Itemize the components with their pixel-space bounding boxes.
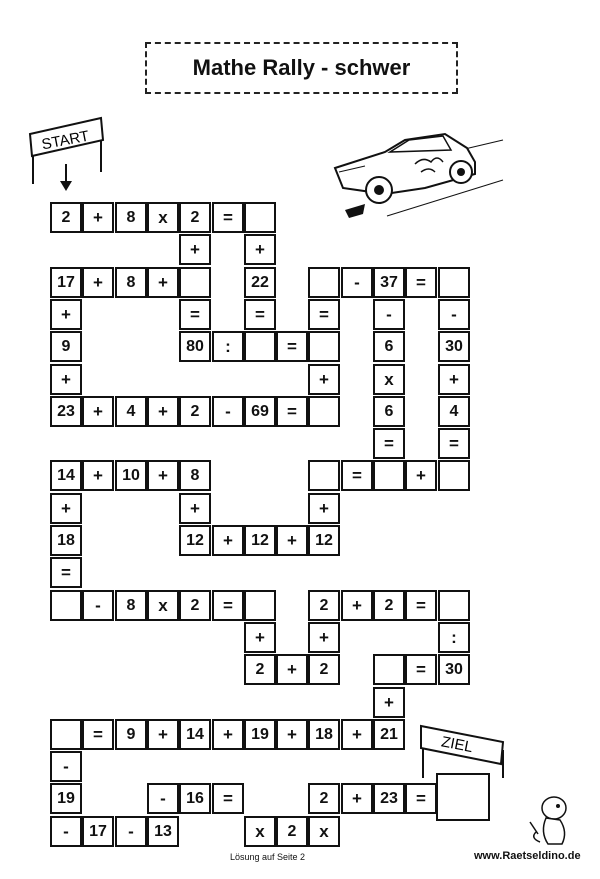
number-cell: 2 bbox=[308, 783, 340, 814]
number-cell: 2 bbox=[308, 590, 340, 621]
operator-cell: + bbox=[405, 460, 437, 491]
answer-cell[interactable] bbox=[308, 331, 340, 362]
ziel-sign bbox=[415, 720, 515, 780]
number-cell: 9 bbox=[115, 719, 147, 750]
operator-cell: = bbox=[405, 654, 437, 685]
operator-cell: + bbox=[50, 493, 82, 524]
number-cell: 23 bbox=[50, 396, 82, 427]
number-cell: 8 bbox=[179, 460, 211, 491]
number-cell: 6 bbox=[373, 396, 405, 427]
number-cell: 2 bbox=[308, 654, 340, 685]
number-cell: 22 bbox=[244, 267, 276, 298]
operator-cell: x bbox=[308, 816, 340, 847]
operator-cell: x bbox=[244, 816, 276, 847]
operator-cell: + bbox=[147, 460, 179, 491]
number-cell: 12 bbox=[244, 525, 276, 556]
number-cell: 19 bbox=[50, 783, 82, 814]
operator-cell: + bbox=[82, 396, 114, 427]
number-cell: 4 bbox=[438, 396, 470, 427]
operator-cell: + bbox=[341, 719, 373, 750]
operator-cell: - bbox=[115, 816, 147, 847]
website-link[interactable]: www.Raetseldino.de bbox=[474, 850, 581, 862]
operator-cell: = bbox=[438, 428, 470, 459]
operator-cell: = bbox=[405, 267, 437, 298]
operator-cell: + bbox=[373, 687, 405, 718]
answer-cell[interactable] bbox=[244, 331, 276, 362]
answer-cell[interactable] bbox=[308, 460, 340, 491]
finish-answer-box[interactable] bbox=[436, 773, 490, 821]
operator-cell: + bbox=[50, 299, 82, 330]
operator-cell: - bbox=[50, 816, 82, 847]
dino-mascot-icon bbox=[528, 792, 574, 848]
operator-cell: + bbox=[244, 622, 276, 653]
number-cell: 17 bbox=[50, 267, 82, 298]
number-cell: 23 bbox=[373, 783, 405, 814]
number-cell: 2 bbox=[50, 202, 82, 233]
operator-cell: + bbox=[438, 364, 470, 395]
answer-cell[interactable] bbox=[308, 267, 340, 298]
operator-cell: = bbox=[276, 331, 308, 362]
number-cell: 18 bbox=[308, 719, 340, 750]
operator-cell: - bbox=[373, 299, 405, 330]
operator-cell: + bbox=[308, 493, 340, 524]
operator-cell: + bbox=[82, 202, 114, 233]
operator-cell: + bbox=[308, 364, 340, 395]
operator-cell: = bbox=[373, 428, 405, 459]
number-cell: 14 bbox=[50, 460, 82, 491]
operator-cell: + bbox=[82, 460, 114, 491]
answer-cell[interactable] bbox=[244, 590, 276, 621]
start-label: START bbox=[40, 127, 91, 154]
number-cell: 12 bbox=[179, 525, 211, 556]
number-cell: 12 bbox=[308, 525, 340, 556]
operator-cell: + bbox=[50, 364, 82, 395]
number-cell: 16 bbox=[179, 783, 211, 814]
ziel-label: ZIEL bbox=[439, 733, 475, 757]
number-cell: 10 bbox=[115, 460, 147, 491]
operator-cell: = bbox=[405, 590, 437, 621]
answer-cell[interactable] bbox=[373, 654, 405, 685]
operator-cell: + bbox=[212, 719, 244, 750]
operator-cell: = bbox=[212, 202, 244, 233]
number-cell: 13 bbox=[147, 816, 179, 847]
operator-cell: = bbox=[276, 396, 308, 427]
number-cell: 8 bbox=[115, 267, 147, 298]
operator-cell: = bbox=[405, 783, 437, 814]
operator-cell: + bbox=[179, 234, 211, 265]
operator-cell: + bbox=[308, 622, 340, 653]
operator-cell: = bbox=[179, 299, 211, 330]
number-cell: 2 bbox=[373, 590, 405, 621]
operator-cell: - bbox=[438, 299, 470, 330]
operator-cell: - bbox=[50, 751, 82, 782]
operator-cell: = bbox=[82, 719, 114, 750]
answer-cell[interactable] bbox=[438, 267, 470, 298]
operator-cell: + bbox=[147, 396, 179, 427]
number-cell: 30 bbox=[438, 654, 470, 685]
number-cell: 2 bbox=[179, 202, 211, 233]
number-cell: 69 bbox=[244, 396, 276, 427]
number-cell: 2 bbox=[276, 816, 308, 847]
number-cell: 6 bbox=[373, 331, 405, 362]
number-cell: 37 bbox=[373, 267, 405, 298]
operator-cell: - bbox=[341, 267, 373, 298]
operator-cell: x bbox=[147, 202, 179, 233]
answer-cell[interactable] bbox=[438, 590, 470, 621]
operator-cell: + bbox=[276, 525, 308, 556]
number-cell: 21 bbox=[373, 719, 405, 750]
solution-hint: Lösung auf Seite 2 bbox=[230, 852, 306, 862]
operator-cell: = bbox=[308, 299, 340, 330]
operator-cell: + bbox=[147, 719, 179, 750]
operator-cell: + bbox=[147, 267, 179, 298]
title-text: Mathe Rally - schwer bbox=[192, 55, 411, 80]
operator-cell: + bbox=[276, 654, 308, 685]
operator-cell: + bbox=[212, 525, 244, 556]
answer-cell[interactable] bbox=[308, 396, 340, 427]
operator-cell: + bbox=[341, 783, 373, 814]
operator-cell: = bbox=[244, 299, 276, 330]
operator-cell: + bbox=[276, 719, 308, 750]
number-cell: 17 bbox=[82, 816, 114, 847]
number-cell: 14 bbox=[179, 719, 211, 750]
number-cell: 8 bbox=[115, 202, 147, 233]
operator-cell: x bbox=[147, 590, 179, 621]
answer-cell[interactable] bbox=[373, 460, 405, 491]
operator-cell: + bbox=[341, 590, 373, 621]
number-cell: 8 bbox=[115, 590, 147, 621]
answer-cell[interactable] bbox=[50, 590, 82, 621]
operator-cell: = bbox=[341, 460, 373, 491]
operator-cell: : bbox=[212, 331, 244, 362]
operator-cell: = bbox=[50, 557, 82, 588]
number-cell: 2 bbox=[244, 654, 276, 685]
operator-cell: = bbox=[212, 590, 244, 621]
number-cell: 9 bbox=[50, 331, 82, 362]
operator-cell: x bbox=[373, 364, 405, 395]
number-cell: 2 bbox=[179, 590, 211, 621]
operator-cell: + bbox=[82, 267, 114, 298]
operator-cell: - bbox=[147, 783, 179, 814]
operator-cell: + bbox=[179, 493, 211, 524]
number-cell: 2 bbox=[179, 396, 211, 427]
answer-cell[interactable] bbox=[438, 460, 470, 491]
number-cell: 19 bbox=[244, 719, 276, 750]
operator-cell: - bbox=[212, 396, 244, 427]
number-cell: 4 bbox=[115, 396, 147, 427]
number-cell: 80 bbox=[179, 331, 211, 362]
answer-cell[interactable] bbox=[244, 202, 276, 233]
operator-cell: : bbox=[438, 622, 470, 653]
operator-cell: = bbox=[212, 783, 244, 814]
number-cell: 30 bbox=[438, 331, 470, 362]
answer-cell[interactable] bbox=[179, 267, 211, 298]
operator-cell: + bbox=[244, 234, 276, 265]
operator-cell: - bbox=[82, 590, 114, 621]
number-cell: 18 bbox=[50, 525, 82, 556]
answer-cell[interactable] bbox=[50, 719, 82, 750]
